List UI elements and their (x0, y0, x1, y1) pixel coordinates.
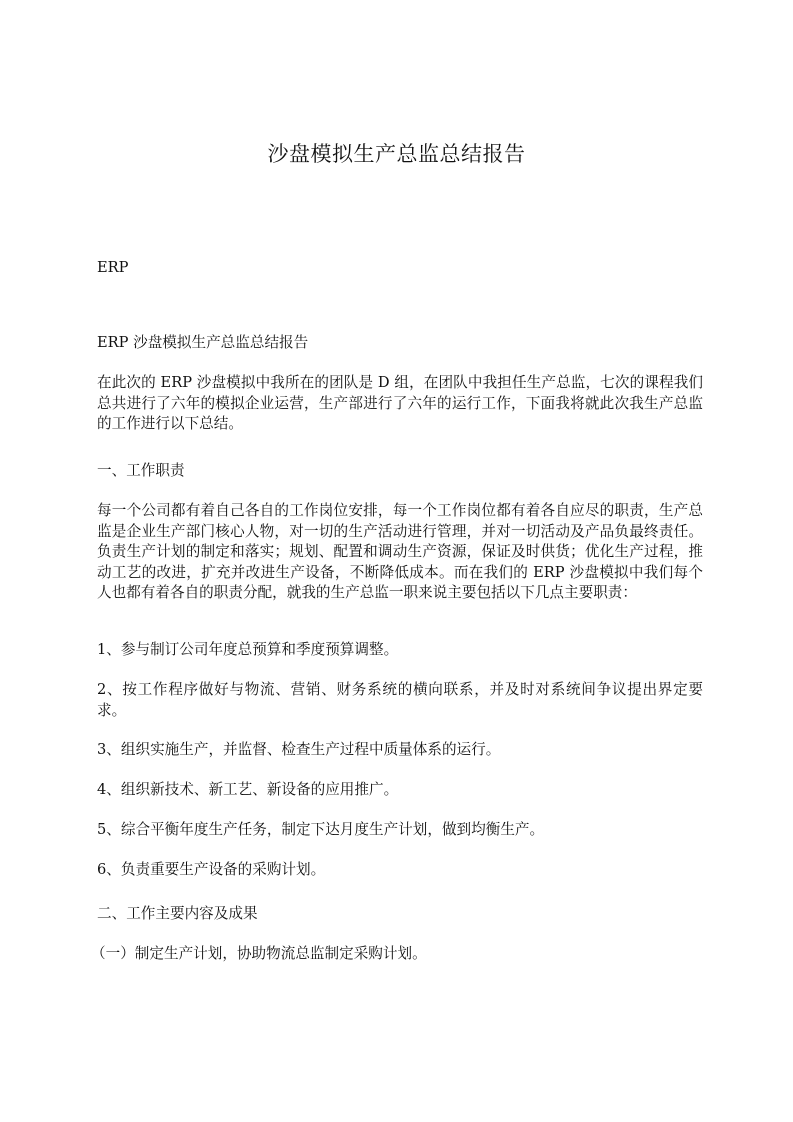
section1-heading: 一、工作职责 (97, 462, 185, 479)
report-subtitle: ERP 沙盘模拟生产总监总结报告 (97, 334, 309, 351)
duty-item-2: 2、按工作程序做好与物流、营销、财务系统的横向联系，并及时对系统间争议提出界定要求。 (97, 681, 703, 719)
duty-item-4: 4、组织新技术、新工艺、新设备的应用推广。 (97, 781, 399, 798)
intro-paragraph: 在此次的 ERP 沙盘模拟中我所在的团队是 D 组，在团队中我担任生产总监，七次的课程我们总共进行了六年的模拟企业运营，生产部进行了六年的运行工作，下面我将就此次我生产总监的工作进行以下总结。 (97, 374, 703, 432)
duty-item-5: 5、综合平衡年度生产任务，制定下达月度生产计划，做到均衡生产。 (97, 821, 545, 838)
duty-item-1: 1、参与制订公司年度总预算和季度预算调整。 (97, 641, 399, 658)
section2-subheading-1: （一）制定生产计划，协助物流总监制定采购计划。 (91, 945, 427, 962)
duty-item-3: 3、组织实施生产，并监督、检查生产过程中质量体系的运行。 (97, 741, 501, 758)
duty-item-6: 6、负责重要生产设备的采购计划。 (97, 861, 326, 878)
section2-heading: 二、工作主要内容及成果 (97, 905, 258, 922)
section1-body: 每一个公司都有着自己各自的工作岗位安排，每一个工作岗位都有着各自应尽的职责，生产总监是企业生产部门核心人物，对一切的生产活动进行管理，并对一切活动及产品负最终责任。负责生产计划的制定和落实；规划、配置和调动生产资源，保证及时供货；优化生产过程，推动工艺的改进，扩充并改进生产设备，不断降低成本。而在我们的 ERP 沙盘模拟中我们每个人也都有着各自的职责分配，就我的生产总监一职来说主要包括以下几点主要职责： (97, 502, 703, 601)
document-title: 沙盘模拟生产总监总结报告 (267, 142, 526, 166)
erp-label: ERP (97, 259, 129, 276)
